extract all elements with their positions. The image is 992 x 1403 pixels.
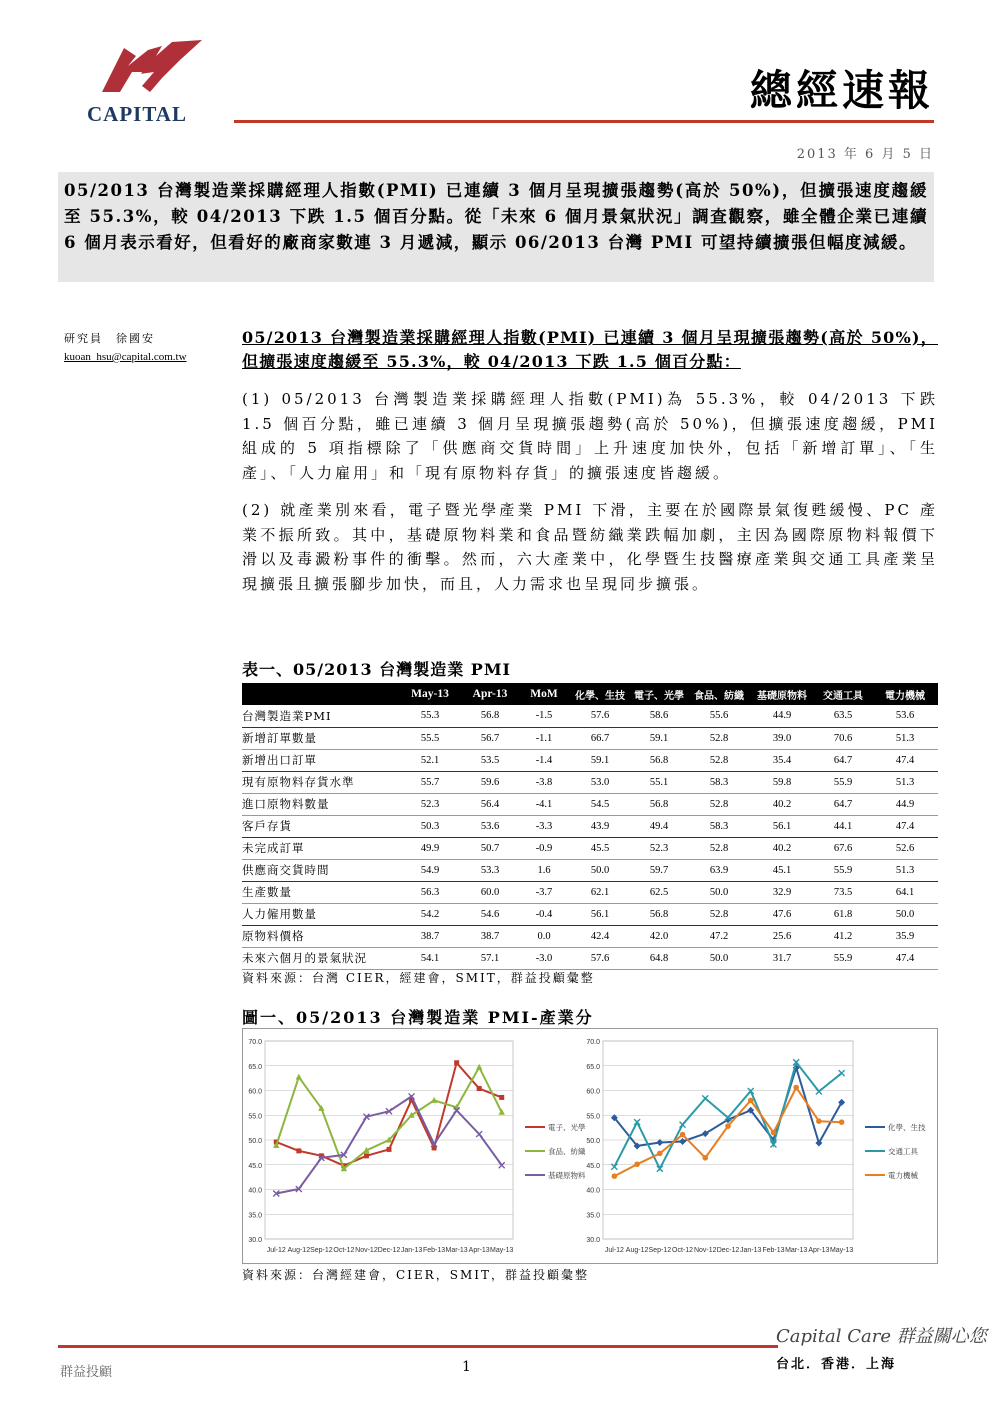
table-cell: 55.5: [398, 727, 462, 749]
table-cell: 43.9: [570, 815, 630, 837]
report-date: 2013 年 6 月 5 日: [796, 147, 934, 162]
data-point: [476, 1064, 482, 1070]
table-cell: 52.8: [688, 793, 750, 815]
table-cell: -1.4: [518, 749, 570, 771]
table-row: [242, 815, 938, 837]
x-tick-label: Sep-12: [648, 1247, 672, 1254]
table-cell: 54.2: [398, 903, 462, 925]
table-cell: 63.9: [688, 859, 750, 881]
x-tick-label: Apr-13: [468, 1247, 490, 1254]
row-label: 新增出口訂單: [242, 749, 398, 771]
x-tick-label: Jan-13: [400, 1247, 423, 1254]
table-cell: 31.7: [750, 947, 814, 969]
table-header-row: [242, 683, 938, 705]
header-cell: MoM: [518, 683, 570, 705]
x-tick-label: Dec-12: [716, 1247, 740, 1254]
table-cell: 38.7: [398, 925, 462, 947]
series-line: [614, 1068, 841, 1146]
x-tick-label: Sep-12: [310, 1247, 333, 1254]
table-title: 表一、05/2013 台灣製造業 PMI: [242, 660, 512, 679]
pmi-table: [242, 683, 938, 970]
table-cell: 40.2: [750, 793, 814, 815]
table-cell: 59.8: [750, 771, 814, 793]
table-cell: 59.1: [570, 749, 630, 771]
table-cell: 35.9: [872, 925, 938, 947]
table-cell: 58.6: [630, 705, 688, 727]
legend-label: 食品、紡織: [548, 1147, 586, 1156]
x-tick-label: Oct-12: [333, 1247, 355, 1254]
y-tick-label: 70.0: [248, 1039, 262, 1046]
y-tick-label: 30.0: [248, 1237, 262, 1244]
table-cell: 56.8: [462, 705, 518, 727]
table-cell: 38.7: [462, 925, 518, 947]
data-point: [702, 1095, 708, 1101]
x-tick-label: Feb-13: [762, 1247, 785, 1254]
page-number: 1: [462, 1359, 471, 1375]
table-cell: 70.6: [814, 727, 872, 749]
y-tick-label: 65.0: [586, 1063, 600, 1071]
row-label: 進口原物料數量: [242, 793, 398, 815]
table-cell: 64.1: [872, 881, 938, 903]
x-tick-label: Oct-12: [672, 1247, 694, 1254]
capital-logo: [62, 38, 212, 128]
table-cell: 52.8: [688, 903, 750, 925]
table-cell: 51.3: [872, 771, 938, 793]
table-cell: 44.9: [872, 793, 938, 815]
table-cell: 47.4: [872, 815, 938, 837]
table-row: [242, 793, 938, 815]
data-point: [476, 1131, 482, 1137]
table-cell: 66.7: [570, 727, 630, 749]
data-point: [748, 1098, 754, 1104]
table-cell: 50.0: [872, 903, 938, 925]
table-cell: 50.3: [398, 815, 462, 837]
table-cell: 56.7: [462, 727, 518, 749]
x-tick-label: Nov-12: [355, 1247, 378, 1254]
table-cell: 52.6: [872, 837, 938, 859]
table-cell: 41.2: [814, 925, 872, 947]
summary-box: 05/2013 台灣製造業採購經理人指數(PMI) 已連續 3 個月呈現擴張趨勢(高於 50%)，但擴張速度趨緩至 55.3%，較 04/2013 下跌 1.5 個百分點。從「未來 6 個月景氣狀況」調查觀察，雖全體企業已連續 6 個月表示看好，但看好的廠商家數連 3 月遞減，顯示 06/2013 台灣 PMI 可望持續擴張但幅度減緩。: [58, 172, 934, 282]
row-label: 台灣製造業PMI: [242, 705, 398, 727]
table-cell: 51.3: [872, 727, 938, 749]
table-cell: 53.6: [872, 705, 938, 727]
table-cell: 50.0: [570, 859, 630, 881]
x-tick-label: Aug-12: [625, 1247, 649, 1254]
table-cell: -3.7: [518, 881, 570, 903]
report-title: 總經速報: [749, 66, 934, 115]
data-point: [431, 1097, 437, 1103]
table-cell: 54.5: [570, 793, 630, 815]
table-cell: 55.7: [398, 771, 462, 793]
data-point: [771, 1130, 777, 1136]
data-point: [793, 1085, 799, 1091]
figure-source: 資料來源：台灣經建會，CIER，SMIT，群益投顧彙整: [242, 1268, 589, 1282]
figure-title: 圖一、05/2013 台灣製造業 PMI-產業分: [242, 1008, 594, 1027]
table-cell: 60.0: [462, 881, 518, 903]
data-point: [816, 1118, 822, 1124]
table-cell: 55.9: [814, 947, 872, 969]
data-point: [612, 1173, 618, 1179]
table-cell: 25.6: [750, 925, 814, 947]
bird-logo-icon: [62, 38, 212, 104]
footer-company: 群益投顧: [60, 1365, 113, 1380]
table-cell: -1.1: [518, 727, 570, 749]
y-tick-label: 35.0: [248, 1212, 262, 1220]
table-cell: 56.1: [750, 815, 814, 837]
table-cell: 54.6: [462, 903, 518, 925]
table-source: 資料來源：台灣 CIER，經建會，SMIT，群益投顧彙整: [242, 971, 595, 985]
table-cell: 57.6: [570, 947, 630, 969]
table-cell: 58.3: [688, 815, 750, 837]
main-content: [242, 326, 938, 596]
table-cell: 55.9: [814, 771, 872, 793]
row-label: 人力僱用數量: [242, 903, 398, 925]
table-cell: 56.4: [462, 793, 518, 815]
paragraph-1: (1) 05/2013 台灣製造業採購經理人指數(PMI)為 55.3%，較 04/2013 下跌 1.5 個百分點，雖已連續 3 個月呈現擴張趨勢(高於 50%)，但擴張速度趨緩，PMI 組成的 5 項指標除了「供應商交貨時間」上升速度加快外，包括「新增訂單」、「生產」、「人力雇用」和「現有原物料存貨」的擴張速度皆趨緩。: [242, 390, 938, 482]
legend-label: 交通工具: [888, 1147, 918, 1156]
header-cell: 電子、光學: [630, 683, 688, 705]
table-cell: 32.9: [750, 881, 814, 903]
table-cell: 58.3: [688, 771, 750, 793]
table-cell: 63.5: [814, 705, 872, 727]
table-cell: 56.3: [398, 881, 462, 903]
table-cell: 62.1: [570, 881, 630, 903]
x-tick-label: May-13: [829, 1247, 854, 1254]
data-point: [296, 1148, 301, 1153]
table-cell: 56.8: [630, 903, 688, 925]
row-label: 新增訂單數量: [242, 727, 398, 749]
table-cell: 35.4: [750, 749, 814, 771]
table-cell: 67.6: [814, 837, 872, 859]
table-cell: 56.8: [630, 749, 688, 771]
table-cell: 53.5: [462, 749, 518, 771]
table-cell: -1.5: [518, 705, 570, 727]
table-cell: 57.6: [570, 705, 630, 727]
table-cell: 54.9: [398, 859, 462, 881]
data-point: [702, 1155, 708, 1161]
table-cell: 50.0: [688, 947, 750, 969]
data-point: [296, 1074, 302, 1080]
row-label: 原物料價格: [242, 925, 398, 947]
data-point: [680, 1132, 686, 1138]
y-tick-label: 65.0: [248, 1063, 262, 1071]
y-tick-label: 55.0: [586, 1113, 600, 1121]
table-row: [242, 903, 938, 925]
table-cell: 64.7: [814, 793, 872, 815]
author-name: 研究員 徐國安: [64, 332, 155, 345]
x-tick-label: Jul-12: [604, 1247, 624, 1254]
table-cell: 53.3: [462, 859, 518, 881]
table-cell: -3.8: [518, 771, 570, 793]
table-cell: 62.5: [630, 881, 688, 903]
data-point: [387, 1147, 392, 1152]
y-tick-label: 60.0: [586, 1088, 600, 1096]
table-row: [242, 947, 938, 969]
table-cell: 55.1: [630, 771, 688, 793]
row-label: 現有原物料存貨水準: [242, 771, 398, 793]
table-cell: 42.4: [570, 925, 630, 947]
footer-divider: [58, 1345, 778, 1348]
table-cell: 1.6: [518, 859, 570, 881]
table-cell: 47.4: [872, 749, 938, 771]
table-row: [242, 837, 938, 859]
table-cell: 59.1: [630, 727, 688, 749]
table-cell: 51.3: [872, 859, 938, 881]
y-tick-label: 50.0: [586, 1138, 600, 1145]
row-label: 客戶存貨: [242, 815, 398, 837]
table-cell: 49.4: [630, 815, 688, 837]
table-cell: 47.6: [750, 903, 814, 925]
y-tick-label: 40.0: [248, 1187, 262, 1195]
table-cell: 52.1: [398, 749, 462, 771]
header-cell: May-13: [398, 683, 462, 705]
data-point: [839, 1119, 845, 1125]
table-cell: 64.7: [814, 749, 872, 771]
table-cell: 61.8: [814, 903, 872, 925]
y-tick-label: 35.0: [586, 1212, 600, 1220]
table-row: [242, 727, 938, 749]
table-cell: 64.8: [630, 947, 688, 969]
charts-panel: [242, 1028, 938, 1264]
data-point: [499, 1095, 504, 1100]
legend-label: 電力機械: [888, 1171, 918, 1180]
y-tick-label: 60.0: [248, 1088, 262, 1096]
table-cell: 52.8: [688, 727, 750, 749]
section-heading: 05/2013 台灣製造業採購經理人指數(PMI) 已連續 3 個月呈現擴張趨勢(高於 50%)，但擴張速度趨緩至 55.3%，較 04/2013 下跌 1.5 個百分點：: [242, 328, 938, 371]
table-cell: 56.8: [630, 793, 688, 815]
data-point: [454, 1060, 459, 1065]
x-tick-label: Jul-12: [266, 1247, 286, 1254]
table-cell: 39.0: [750, 727, 814, 749]
table-cell: 50.0: [688, 881, 750, 903]
table-cell: 40.2: [750, 837, 814, 859]
table-cell: 54.1: [398, 947, 462, 969]
header-cell: 電力機械: [872, 683, 938, 705]
table-row: [242, 771, 938, 793]
table-cell: 52.3: [630, 837, 688, 859]
table-cell: 73.5: [814, 881, 872, 903]
data-point: [477, 1086, 482, 1091]
table-cell: 52.3: [398, 793, 462, 815]
legend-label: 基礎原物料: [548, 1171, 586, 1180]
data-point: [816, 1088, 822, 1094]
data-point: [634, 1161, 640, 1167]
table-cell: -3.0: [518, 947, 570, 969]
row-label: 供應商交貨時間: [242, 859, 398, 881]
y-tick-label: 40.0: [586, 1187, 600, 1195]
table-row: [242, 705, 938, 727]
table-cell: 47.4: [872, 947, 938, 969]
header-cell: Apr-13: [462, 683, 518, 705]
table-cell: 53.6: [462, 815, 518, 837]
table-cell: 55.9: [814, 859, 872, 881]
x-tick-label: Feb-13: [422, 1247, 446, 1254]
table-cell: 44.1: [814, 815, 872, 837]
brand-name: CAPITAL: [87, 102, 187, 126]
row-label: 生產數量: [242, 881, 398, 903]
x-tick-label: Dec-12: [377, 1247, 401, 1254]
table-row: [242, 925, 938, 947]
x-tick-label: Mar-13: [785, 1247, 808, 1254]
row-label: 未來六個月的景氣狀況: [242, 947, 398, 969]
header-cell: 交通工具: [814, 683, 872, 705]
header-cell: 基礎原物料: [750, 683, 814, 705]
pmi-line-charts: [243, 1029, 937, 1263]
table-cell: 59.6: [462, 771, 518, 793]
table-cell: 45.5: [570, 837, 630, 859]
y-tick-label: 70.0: [586, 1039, 600, 1046]
table-cell: 55.3: [398, 705, 462, 727]
data-point: [839, 1070, 845, 1076]
y-tick-label: 50.0: [248, 1138, 262, 1145]
data-point: [679, 1138, 686, 1145]
x-tick-label: Jan-13: [740, 1247, 762, 1254]
header-cell: 化學、生技: [570, 683, 630, 705]
table-cell: 52.8: [688, 837, 750, 859]
y-tick-label: 55.0: [248, 1113, 262, 1121]
x-tick-label: Mar-13: [445, 1247, 468, 1254]
footer-brand: Capital Care 群益關心您: [776, 1326, 987, 1347]
table-cell: 45.1: [750, 859, 814, 881]
table-cell: 0.0: [518, 925, 570, 947]
table-cell: 53.0: [570, 771, 630, 793]
table-cell: -3.3: [518, 815, 570, 837]
x-tick-label: May-13: [490, 1247, 514, 1254]
table-cell: 50.7: [462, 837, 518, 859]
x-tick-label: Aug-12: [287, 1247, 311, 1254]
header-cell: 食品、紡織: [688, 683, 750, 705]
table-cell: 42.0: [630, 925, 688, 947]
author-email[interactable]: kuoan_hsu@capital.com.tw: [64, 351, 187, 363]
legend-label: 化學、生技: [888, 1123, 926, 1132]
table-cell: 49.9: [398, 837, 462, 859]
table-cell: 56.1: [570, 903, 630, 925]
x-tick-label: Nov-12: [693, 1247, 717, 1254]
row-label: 未完成訂單: [242, 837, 398, 859]
table-row: [242, 749, 938, 771]
paragraph-2: (2) 就產業別來看，電子暨光學產業 PMI 下滑，主要在於國際景氣復甦緩慢、PC 產業不振所致。其中，基礎原物料業和食品暨紡織業跌幅加劇，主因為國際原物料報價下滑以及毒澱粉事件的衝擊。然而，六大產業中，化學暨生技醫療產業與交通工具產業呈現擴張且擴張腳步加快，而且，人力需求也呈現同步擴張。: [242, 501, 938, 593]
data-point: [725, 1123, 731, 1129]
table-cell: -0.9: [518, 837, 570, 859]
y-tick-label: 45.0: [586, 1162, 600, 1170]
data-point: [364, 1153, 369, 1158]
table-cell: 59.7: [630, 859, 688, 881]
table-cell: -4.1: [518, 793, 570, 815]
table-row: [242, 881, 938, 903]
data-point: [499, 1162, 505, 1168]
header-divider: [234, 120, 934, 123]
series-line: [614, 1088, 841, 1177]
footer-cities: 台北．香港．上海: [776, 1357, 897, 1372]
table-row: [242, 859, 938, 881]
table-cell: 44.9: [750, 705, 814, 727]
y-tick-label: 45.0: [248, 1162, 262, 1170]
table-cell: 47.2: [688, 925, 750, 947]
table-cell: 55.6: [688, 705, 750, 727]
data-point: [657, 1151, 663, 1157]
y-tick-label: 30.0: [586, 1237, 600, 1244]
legend-label: 電子、光學: [548, 1123, 586, 1132]
x-tick-label: Apr-13: [808, 1247, 830, 1254]
header-blank: [242, 683, 398, 705]
table-cell: -0.4: [518, 903, 570, 925]
table-cell: 52.8: [688, 749, 750, 771]
table-cell: 57.1: [462, 947, 518, 969]
